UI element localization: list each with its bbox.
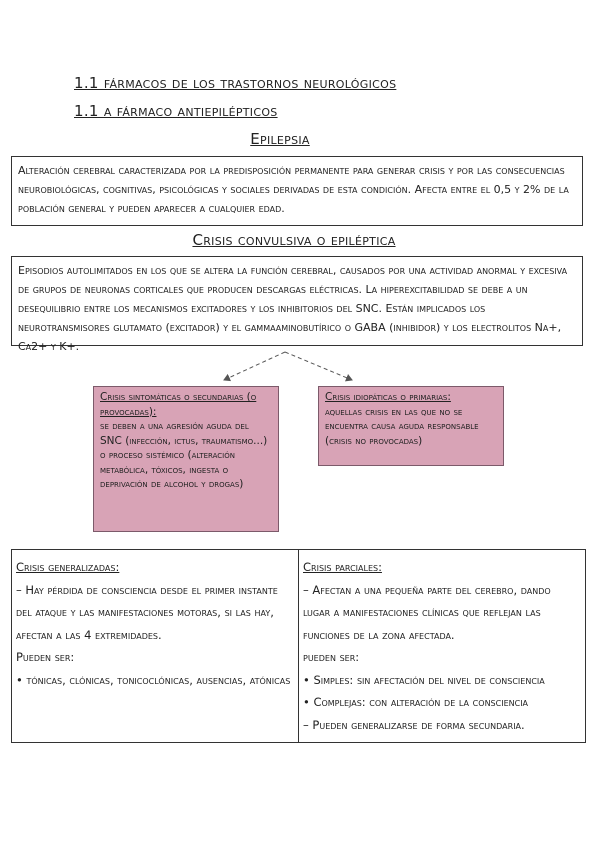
arrow-left (224, 352, 285, 380)
idiopaticas-text: aquellas crisis en las que no se encuentra causa aguda responsable (crisis no provocadas) (325, 405, 479, 447)
epilepsia-definition: Alteración cerebral caracterizada por la predisposición permanente para generar crisis y por las consecuencias neurobiológicas, cognitivas, psicológicas y sociales derivadas de esta condición. Afecta entre el 0,5 y 2% de la población general y pueden aparecer a cualquier edad. (18, 164, 569, 215)
generalizadas-line2: Pueden ser: (16, 650, 75, 664)
sintomaticas-box (93, 386, 279, 532)
crisis-definition: Episodios autolimitados en los que se altera la función cerebral, causados por una actividad anormal y excesiva de grupos de neuronas corticales que producen descargas eléctricas. La hiperexcitabilidad se debe a un desequilibrio entre los mecanismos excitadores y los inhibitorios del SNC. Están implicados los neurotransmisores glutamato (excitador) y el gammaaminobutírico o GABA (inhibidor) y los electrolitos Na+, Ca2+ y K+. (18, 264, 568, 353)
generalizadas-cell (12, 550, 299, 743)
epilepsia-heading: Epilepsia (250, 130, 310, 148)
parciales-cell (299, 550, 586, 743)
generalizadas-title: Crisis generalizadas: (16, 560, 120, 574)
crisis-types-table (11, 549, 586, 743)
idiopaticas-box (318, 386, 504, 466)
parciales-line5: – Pueden generalizarse de forma secundaria. (303, 717, 525, 732)
parciales-line2: pueden ser: (303, 650, 360, 664)
sintomaticas-text: se deben a una agresión aguda del SNC (infección, ictus, traumatismo...) o proceso sistémico (alteración metabólica, tóxicos, ingesta o deprivación de alcohol y drogas) (100, 420, 268, 490)
sintomaticas-title: Crisis sintomáticas o secundarias (o provocadas): (100, 391, 257, 418)
arrow-right (285, 352, 352, 380)
parciales-line1: – Afectan a una pequeña parte del cerebro, dando lugar a manifestaciones clínicas que reflejan las funciones de la zona afectada. (303, 582, 551, 642)
main-title: 1.1 fármacos de los trastornos neurológicos (74, 74, 397, 92)
generalizadas-line3: • tónicas, clónicas, tonicoclónicas, ausencias, atónicas (16, 672, 291, 687)
parciales-line3: • Simples: sin afectación del nivel de consciencia (303, 672, 545, 687)
idiopaticas-title: Crisis idiopáticas o primarias: (325, 391, 451, 403)
sub-title: 1.1 a fármaco antiepilépticos (74, 102, 278, 120)
branch-arrows (0, 0, 600, 400)
generalizadas-line1: – Hay pérdida de consciencia desde el primer instante del ataque y las manifestaciones motoras, si las hay, afectan a las 4 extremidades. (16, 582, 278, 642)
parciales-title: Crisis parciales: (303, 560, 382, 574)
parciales-line4: • Complejas: con alteración de la consciencia (303, 695, 529, 709)
crisis-heading: Crisis convulsiva o epiléptica (192, 231, 396, 249)
